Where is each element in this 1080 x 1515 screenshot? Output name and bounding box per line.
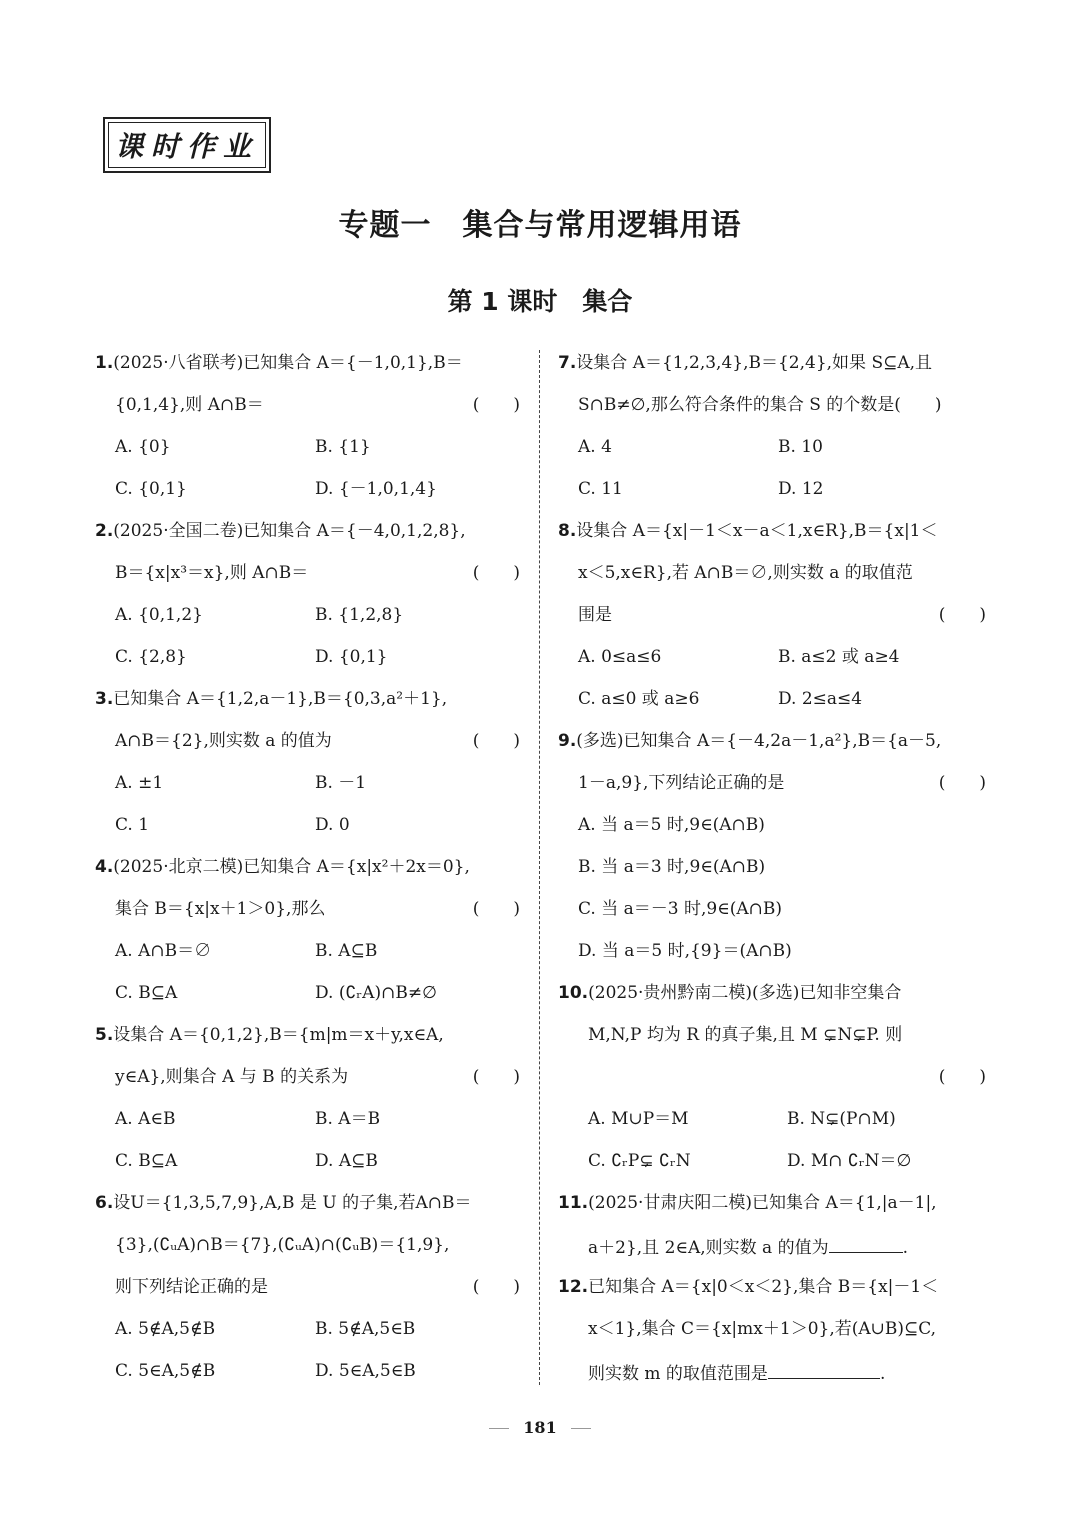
option: B. 当 a＝3 时,9∈(A∩B) (578, 857, 766, 877)
homework-badge (103, 117, 271, 173)
page-number: 181 (0, 1418, 1080, 1437)
option: C. 11 (578, 479, 623, 499)
option: A. A∈B (115, 1109, 176, 1129)
question-2: 2.(2025·全国二卷)已知集合 A＝{－4,0,1,2,8}, (95, 521, 466, 541)
option: B. －1 (315, 773, 367, 793)
option: C. ∁ᵣP⊊ ∁ᵣN (588, 1151, 691, 1171)
question-7: 7.设集合 A＝{1,2,3,4},B＝{2,4},如果 S⊆A,且 (558, 353, 933, 373)
option: D. M∩ ∁ᵣN＝∅ (787, 1151, 912, 1171)
question-6: 6.设U＝{1,3,5,7,9},A,B 是 U 的子集,若A∩B＝ (95, 1193, 472, 1213)
option: D. 2≤a≤4 (778, 689, 863, 709)
option: D. (∁ᵣA)∩B≠∅ (315, 983, 437, 1003)
question-10: 10.(2025·贵州黔南二模)(多选)已知非空集合 (558, 983, 902, 1003)
option: C. B⊆A (115, 1151, 178, 1171)
option: D. A⊆B (315, 1151, 378, 1171)
option: D. 5∈A,5∈B (315, 1361, 416, 1381)
option: B. A⊆B (315, 941, 378, 961)
option: C. 当 a＝－3 时,9∈(A∩B) (578, 899, 783, 919)
answer-blank[interactable] (768, 1356, 880, 1379)
option: B. 5∉A,5∈B (315, 1319, 416, 1339)
option: A. 5∉A,5∉B (115, 1319, 216, 1339)
question-3: 3.已知集合 A＝{1,2,a－1},B＝{0,3,a²＋1}, (95, 689, 448, 709)
option: B. {1} (315, 437, 371, 457)
option: A. ±1 (115, 773, 164, 793)
option: B. a≤2 或 a≥4 (778, 647, 900, 667)
question-12: 12.已知集合 A＝{x|0＜x＜2},集合 B＝{x|－1＜ (558, 1277, 939, 1297)
option: C. a≤0 或 a≥6 (578, 689, 700, 709)
option: C. 1 (115, 815, 150, 835)
option: D. {－1,0,1,4} (315, 479, 437, 499)
option: A. 当 a＝5 时,9∈(A∩B) (578, 815, 765, 835)
option: B. {1,2,8} (315, 605, 404, 625)
option: A. {0,1,2} (115, 605, 203, 625)
question-4: 4.(2025·北京二模)已知集合 A＝{x|x²＋2x＝0}, (95, 857, 470, 877)
question-8: 8.设集合 A＝{x|－1＜x－a＜1,x∈R},B＝{x|1＜ (558, 521, 938, 541)
option: A. 0≤a≤6 (578, 647, 662, 667)
column-divider (539, 350, 540, 1385)
option: C. B⊆A (115, 983, 178, 1003)
question-1: 1.(2025·八省联考)已知集合 A＝{－1,0,1},B＝ (95, 353, 463, 373)
answer-blank[interactable] (829, 1230, 903, 1253)
question-9: 9.(多选)已知集合 A＝{－4,2a－1,a²},B＝{a－5, (558, 731, 942, 751)
option: D. 当 a＝5 时,{9}＝(A∩B) (578, 941, 792, 961)
option: C. 5∈A,5∉B (115, 1361, 216, 1381)
option: D. 12 (778, 479, 824, 499)
option: C. {2,8} (115, 647, 187, 667)
option: A. {0} (115, 437, 171, 457)
option: D. {0,1} (315, 647, 388, 667)
option: B. 10 (778, 437, 823, 457)
right-column: 7.设集合 A＝{1,2,3,4},B＝{2,4},如果 S⊆A,且 S∩B≠∅,那么符合条件的集合 S 的个数是( ) A. 4 B. 10 C. 11 D. 12 8.设集合 A＝{x|－1＜x－a＜1,x∈R},B＝{x|1＜ x＜5,x∈R},若 A∩B＝∅,则实数 a 的取值范 围是 ( ) A. 0≤a≤6 B. a≤2 或 a≥4 C. a≤0 或 a≥6 D. 2≤a≤4 9.(多选)已知集合 A＝{－4,2a－1,a²},B＝{a－5, 1－a,9},下列结论正确的是 ( ) A. 当 a＝5 时,9∈(A∩B) B. 当 a＝3 时,9∈(A∩B) C. 当 a＝－3 时,9∈(A∩B) D. 当 a＝5 时,{9}＝(A∩B) 10.(2025·贵州黔南二模)(多选)已知非空集合 M,N,P 均为 R 的真子集,且 M ⊊N⊊P. 则 ( ) A. M∪P＝M B. N⊊(P∩M) C. ∁ᵣP⊊ ∁ᵣN D. M∩ ∁ᵣN＝∅ 11.(2025·甘肃庆阳二模)已知集合 A＝{1,|a－1|, a＋2},且 2∈A,则实数 a 的值为 . 12.已知集合 A＝{x|0＜x＜2},集合 B＝{x|－1＜ x＜1},集合 C＝{x|mx＋1＞0},若(A∪B)⊆C, 则实数 m 的取值范围是 . (558, 348, 986, 1398)
topic-title: 专题一 集合与常用逻辑用语 (338, 208, 742, 243)
option: B. A＝B (315, 1109, 381, 1129)
option: B. N⊊(P∩M) (787, 1109, 896, 1129)
option: C. {0,1} (115, 479, 187, 499)
option: A. M∪P＝M (588, 1109, 689, 1129)
question-5: 5.设集合 A＝{0,1,2},B＝{m|m＝x＋y,x∈A, (95, 1025, 444, 1045)
option: D. 0 (315, 815, 350, 835)
homework-badge-label: 课时作业 (108, 122, 266, 168)
left-column: 1.(2025·八省联考)已知集合 A＝{－1,0,1},B＝ {0,1,4},则 A∩B＝ ( ) A. {0} B. {1} C. {0,1} D. {－1,0,1,4} 2.(2025·全国二卷)已知集合 A＝{－4,0,1,2,8}, B＝{x|x³＝x},则 A∩B＝ ( ) A. {0,1,2} B. {1,2,8} C. {2,8} D. {0,1} 3.已知集合 A＝{1,2,a－1},B＝{0,3,a²＋1}, A∩B＝{2},则实数 a 的值为 ( ) A. ±1 B. －1 C. 1 D. 0 4.(2025·北京二模)已知集合 A＝{x|x²＋2x＝0}, 集合 B＝{x|x＋1＞0},那么 ( ) A. A∩B＝∅ B. A⊆B C. B⊆A D. (∁ᵣA)∩B≠∅ 5.设集合 A＝{0,1,2},B＝{m|m＝x＋y,x∈A, y∈A},则集合 A 与 B 的关系为 ( ) A. A∈B B. A＝B C. B⊆A D. A⊆B 6.设U＝{1,3,5,7,9},A,B 是 U 的子集,若A∩B＝ {3},(∁ᵤA)∩B＝{7},(∁ᵤA)∩(∁ᵤB)＝{1,9}, 则下列结论正确的是 ( ) A. 5∉A,5∉B B. 5∉A,5∈B C. 5∈A,5∉B D. 5∈A,5∈B (95, 348, 520, 1398)
question-11: 11.(2025·甘肃庆阳二模)已知集合 A＝{1,|a－1|, (558, 1193, 937, 1213)
option: A. A∩B＝∅ (115, 941, 212, 961)
option: A. 4 (578, 437, 612, 457)
lesson-title: 第 1 课时 集合 (447, 287, 633, 316)
